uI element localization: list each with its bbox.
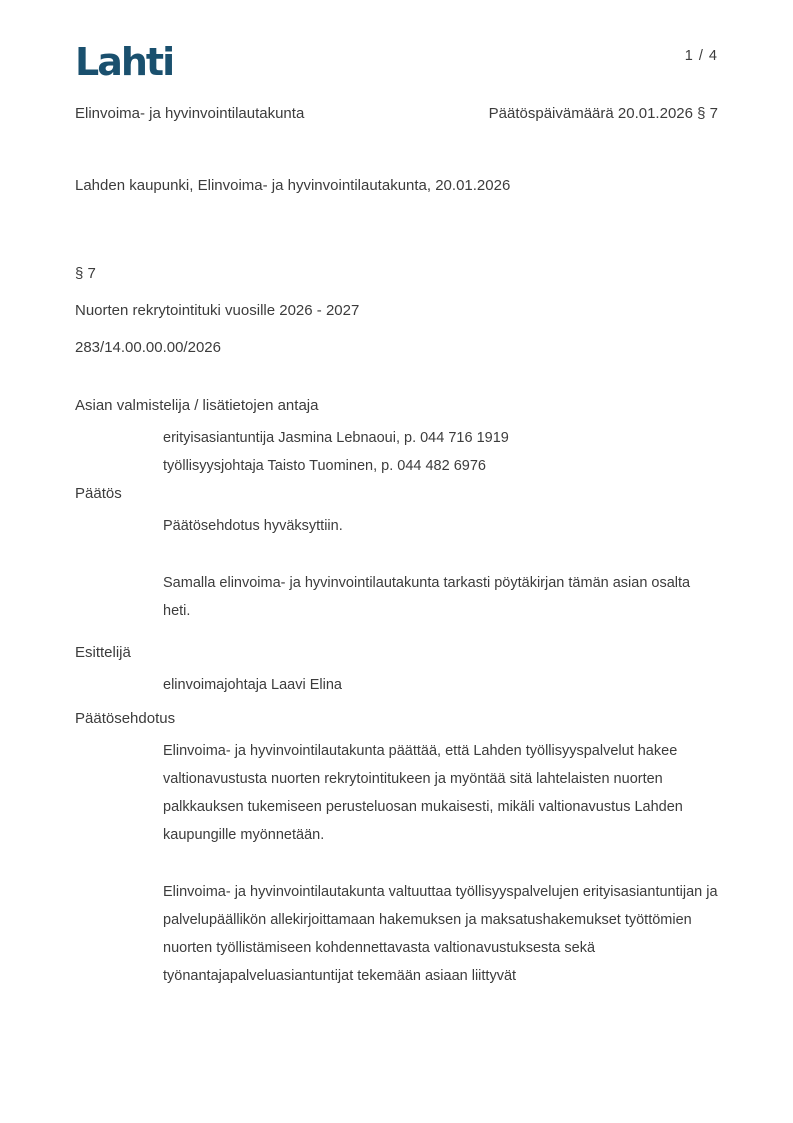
section-label-decision: Päätös — [75, 485, 122, 502]
document-header-row — [75, 104, 718, 124]
section-proposal — [75, 709, 718, 990]
case-diary-number: 283/14.00.00.00/2026 — [75, 339, 221, 356]
header-committee: Elinvoima- ja hyvinvointilautakunta — [75, 105, 305, 122]
document-top-row — [75, 40, 718, 84]
proposal-paragraph-1: Elinvoima- ja hyvinvointilautakunta päättää, että Lahden työllisyyspalvelut hakee valtionavustusta nuorten rekrytointitukeen ja myöntää sitä lahtelaisten nuorten palkkauksen tukemiseen perusteluosan mukaisesti, mikäli valtionavustus Lahden kaupungille myönnetään. — [163, 743, 683, 843]
presenter-name: elinvoimajohtaja Laavi Elina — [163, 677, 342, 693]
header-decision-date: Päätöspäivämäärä 20.01.2026 § 7 — [488, 105, 718, 122]
decision-paragraph-1: Päätösehdotus hyväksyttiin. — [163, 518, 343, 534]
section-label-proposal: Päätösehdotus — [75, 710, 176, 727]
page-number: 1 / 4 — [684, 48, 718, 64]
proposal-paragraph-2: Elinvoima- ja hyvinvointilautakunta valtuuttaa työllisyyspalvelujen erityisasiantuntijan ja palvelupäällikön allekirjoittamaan hakemuksen ja maksatushakemukset työttömien nuorten työllistämiseen kohdennettavasta valtionavustuksesta sekä työnantajapalveluasiantuntijat tekemään asiaan liittyvät — [163, 884, 718, 984]
document-meta-line: Lahden kaupunki, Elinvoima- ja hyvinvointilautakunta, 20.01.2026 — [75, 177, 511, 194]
decision-paragraph-2: Samalla elinvoima- ja hyvinvointilautakunta tarkasti pöytäkirjan tämän asian osalta heti. — [163, 575, 691, 619]
case-block — [75, 264, 718, 358]
case-title: Nuorten rekrytointituki vuosille 2026 - 2027 — [75, 302, 360, 319]
section-body-decision — [163, 512, 718, 625]
section-body-presenter — [163, 671, 718, 699]
section-presenter — [75, 643, 718, 699]
preparer-contact-2: työllisyysjohtaja Taisto Tuominen, p. 044 482 6976 — [163, 458, 486, 474]
section-body-preparer — [163, 424, 718, 480]
case-section-mark: § 7 — [75, 265, 96, 282]
section-label-preparer: Asian valmistelija / lisätietojen antaja — [75, 397, 319, 414]
section-body-proposal — [163, 737, 718, 990]
preparer-contact-1: erityisasiantuntija Jasmina Lebnaoui, p. 044 716 1919 — [163, 430, 509, 446]
section-decision — [75, 484, 718, 625]
section-preparer — [75, 396, 718, 480]
lahti-logo: Lahti — [75, 40, 174, 84]
section-label-presenter: Esittelijä — [75, 644, 131, 661]
